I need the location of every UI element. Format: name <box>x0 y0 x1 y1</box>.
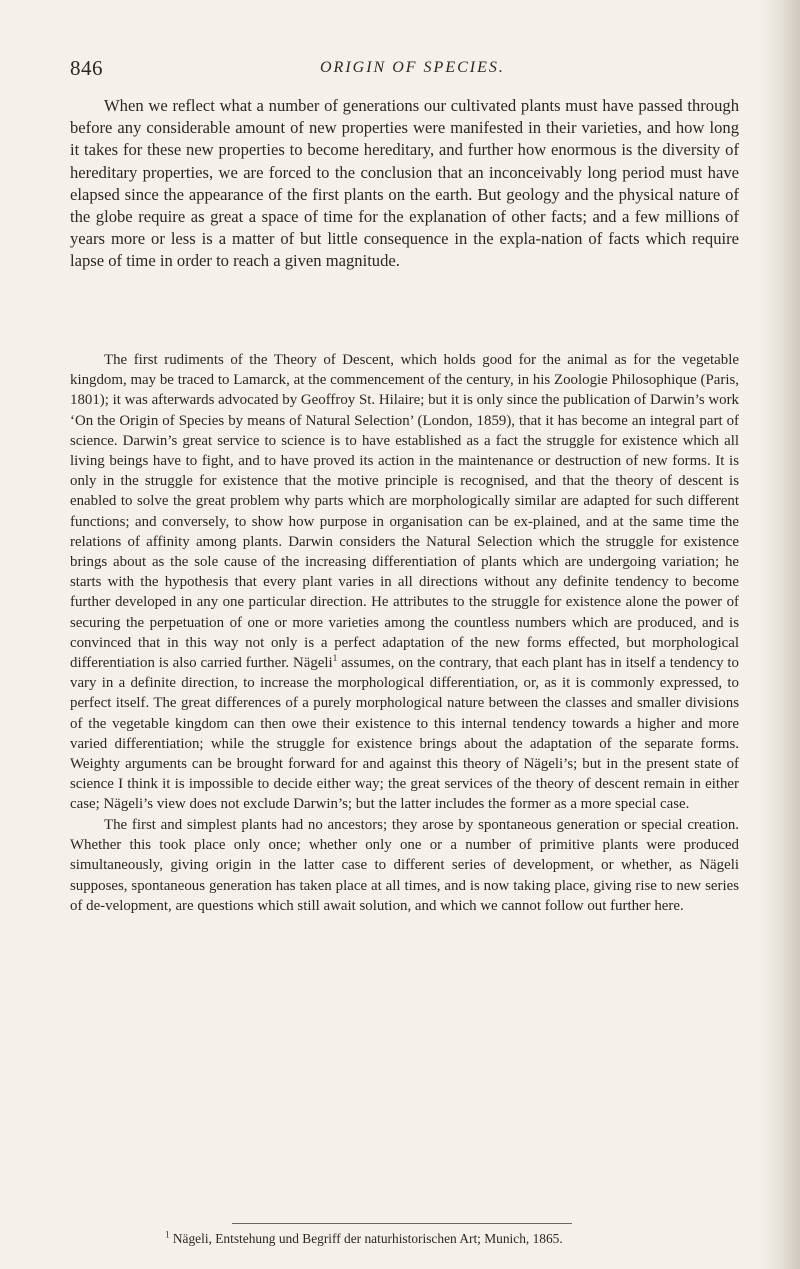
page-number: 846 <box>70 56 103 80</box>
paragraph-2 <box>70 350 739 815</box>
paragraph-3: The first and simplest plants had no ancestors; they arose by spontaneous generation or special creation. Whether this took place only once; whether only one or a number of primitive plants were produced simultaneously, giving origin in the latter case to different series of development, or whether, as Nägeli supposes, spontaneous generation has taken place at all times, and is now taking place, giving rise to new series of de-velopment, are questions which still await solution, and which we cannot follow out further here. <box>70 817 739 914</box>
page-edge-shadow <box>760 0 800 1269</box>
paragraph-1: When we reflect what a number of generations our cultivated plants must have passed through before any considerable amount of new properties were manifested in their varieties, and how long it takes for these new properties to become hereditary, and further how enormous is the diversity of hereditary properties, we are forced to the conclusion that an inconceivably long period must have elapsed since the appearance of the first plants on the earth. But geology and the physical nature of the globe require as great a space of time for the explanation of other facts; and a few millions of years more or less is a matter of but little consequence in the expla-nation of facts which require lapse of time in order to reach a given magnitude. <box>70 96 739 271</box>
footnote-marker: 1 <box>165 1229 170 1240</box>
page-header <box>70 50 740 90</box>
footnote <box>165 1230 765 1248</box>
paragraph-2-part-b: assumes, on the contrary, that each plant has in itself a tendency to vary in a definite direction, to increase the morphological differentiation, or, as it is commonly expressed, to perfect itself. The great differences of a purely morphological nature between the classes and smaller divisions of the vegetable kingdom can then owe their existence to this internal tendency towards a higher and more varied differentiation; while the struggle for existence brings about the adaptation of the separate forms. Weighty arguments can be brought forward for and against this theory of Nägeli’s; but in the present state of science I think it is impossible to decide either way; the great services of the theory of descent remain in either case; Nägeli’s view does not exclude Darwin’s; but the latter includes the former as a more special case. <box>70 655 739 813</box>
footnote-divider <box>232 1223 572 1224</box>
footnote-text: Nägeli, Entstehung und Begriff der naturhistorischen Art; Munich, 1865. <box>169 1231 563 1246</box>
paragraph-2-part-a: The first rudiments of the Theory of Descent, which holds good for the animal as for the vegetable kingdom, may be traced to Lamarck, at the commencement of the century, in his Zoologie Philosophique (Paris, 1801); it was afterwards advocated by Geoffroy St. Hilaire; but it is only since the publication of Darwin’s work ‘On the Origin of Species by means of Natural Selection’ (London, 1859), that it has become an integral part of science. Darwin’s great service to science is to have established as a fact the struggle for existence which all living beings have to fight, and to have proved its action in the maintenance or destruction of new forms. It is only in the struggle for existence that the motive principle is recognised, and that the theory of descent is enabled to solve the great problem why parts which are morphologically similar are adapted for such different functions; and conversely, to show how purpose in organisation can be ex-plained, and at the same time the relations of affinity among plants. Darwin considers the Natural Selection which the struggle for existence brings about as the sole cause of the increasing differentiation of plants which are undergoing variation; he starts with the hypothesis that every plant varies in all directions without any definite tendency to become further developed in any one particular direction. He attributes to the struggle for existence alone the power of securing the perpetuation of one or more varieties among the countless numbers which are produced, and is convinced that in this way not only is a perfect adaptation of the new forms effected, but morphological differentiation is also carried further. Nägeli <box>70 352 739 672</box>
footnote-reference: 1 <box>332 653 338 664</box>
running-head: ORIGIN OF SPECIES. <box>320 59 505 76</box>
